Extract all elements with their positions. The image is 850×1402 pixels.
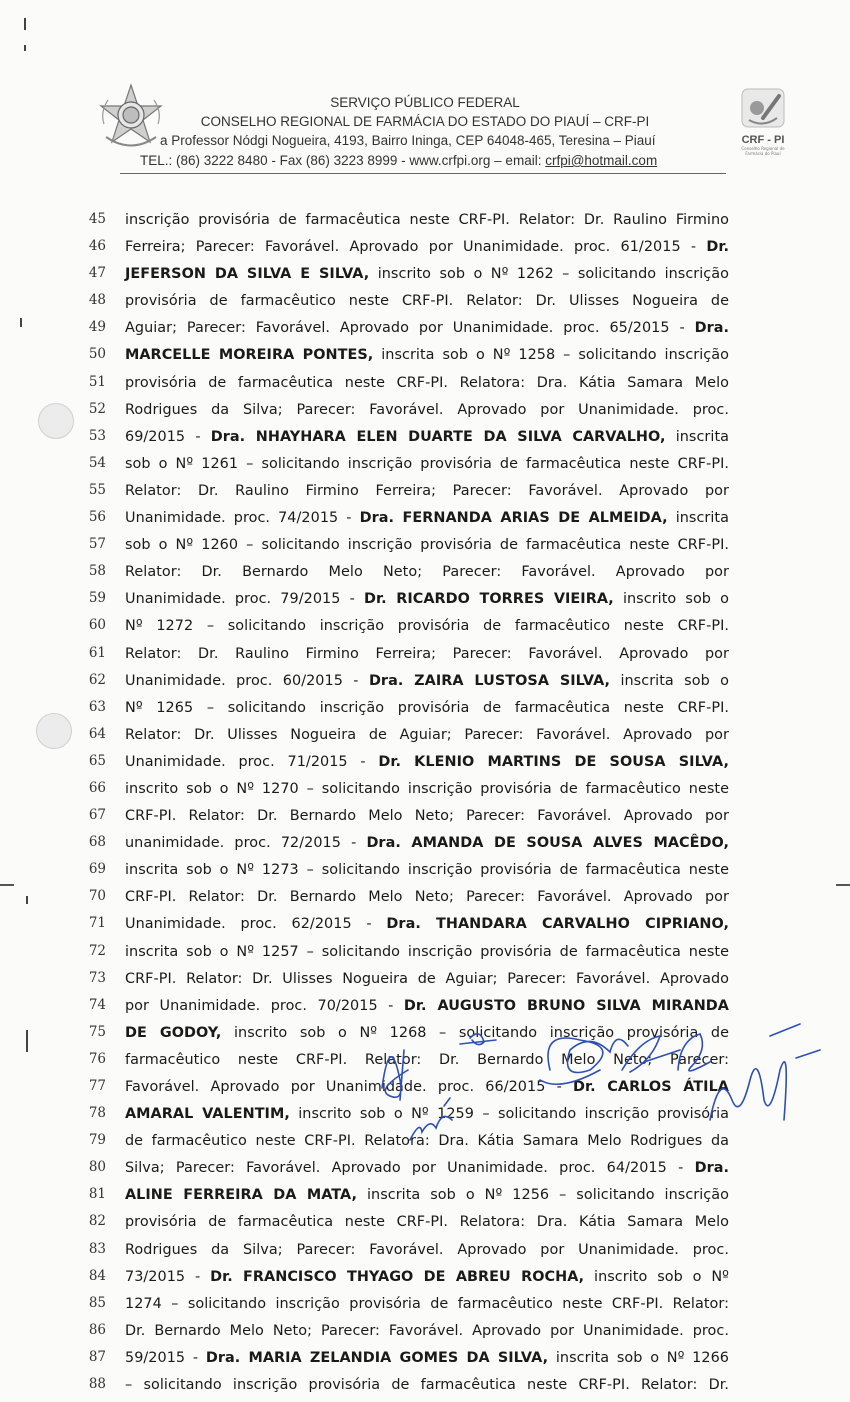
line-text [125,508,729,528]
text-segment: Rodrigues da Silva; Parecer: Favorável. Aprovado por Unanimidade. proc. [125,1241,729,1258]
minutes-body [0,210,850,1402]
minutes-line [0,210,850,237]
text-segment: inscrito sob o Nº [584,1268,730,1285]
text-segment: inscrito sob o Nº 1270 – solicitando inscrição provisória de farmacêutico neste [125,780,729,797]
name-highlight: Dra. ZAIRA LUSTOSA SILVA, [368,672,611,689]
line-number: 77 [88,1078,106,1094]
line-number: 62 [88,671,106,688]
text-segment: inscrita sob o Nº 1273 – solicitando inscrição provisória de farmacêutica neste [125,862,729,879]
line-text [125,1212,729,1232]
text-segment: Dr. Bernardo Melo Neto; Parecer: Favorável. Aprovado por Unanimidade. proc. [125,1322,729,1339]
line-text [125,1375,729,1395]
crf-pi-logo-icon [741,88,785,128]
minutes-line [0,1294,850,1321]
text-segment: Nº 1265 – solicitando inscrição provisória de farmacêutica neste CRF-PI. [125,699,729,716]
text-segment: por Unanimidade. proc. 70/2015 - [125,997,404,1014]
text-segment: de farmacêutico neste CRF-PI. Relatora: Dra. Kátia Samara Melo Rodrigues da [125,1133,729,1150]
minutes-line [0,589,850,616]
line-text [125,454,729,474]
name-highlight: Dra. [694,1160,729,1177]
signature-3 [460,1034,496,1045]
name-highlight: Dra. MARIA ZELANDIA GOMES DA SILVA, [205,1349,549,1366]
scan-mark [26,1030,28,1052]
line-text [125,1240,729,1260]
scan-mark [20,318,22,327]
line-number: 70 [88,888,106,905]
minutes-line [0,318,850,345]
line-number: 83 [88,1240,106,1257]
line-number: 67 [88,807,106,824]
line-text [125,1294,729,1314]
line-number: 65 [88,752,106,769]
line-number: 68 [88,834,106,851]
text-segment: Relator: Dr. Raulino Firmino Ferreira; Parecer: Favorável. Aprovado por [125,645,729,662]
minutes-line [0,616,850,643]
text-segment: 1274 – solicitando inscrição provisória de farmacêutico neste CRF-PI. Relator: [125,1295,729,1312]
text-segment: – solicitando inscrição provisória de farmacêutica neste CRF-PI. Relator: Dr. [125,1377,729,1394]
signature-5 [622,1036,680,1072]
line-number: 88 [88,1376,106,1393]
text-segment: inscrito sob o Nº 1262 – solicitando inscrição [369,266,729,283]
minutes-line [0,508,850,535]
minutes-line [0,914,850,941]
minutes-line [0,1375,850,1402]
line-text [125,698,729,718]
line-number: 51 [88,373,106,390]
text-segment: inscrita sob o Nº 1258 – solicitando inscrição [373,347,729,364]
line-number: 55 [88,481,106,498]
line-number: 66 [88,779,106,796]
signature-1 [382,1050,408,1100]
line-number: 85 [88,1294,106,1311]
text-segment: inscrita [665,428,730,445]
header-address: a Professor Nódgi Nogueira, 4193, Bairro Ininga, CEP 64048-465, Teresina – Piauí [160,133,656,148]
text-segment: farmacêutico neste CRF-PI. Relator: Dr. Bernardo Melo Neto; Parecer: [125,1051,729,1068]
name-highlight: Dr. AUGUSTO BRUNO SILVA MIRANDA [403,997,729,1014]
line-text [125,1185,729,1205]
line-number: 53 [88,427,106,444]
text-segment: inscrita sob o Nº 1266 [548,1349,730,1366]
line-number: 79 [88,1132,106,1149]
line-text [125,725,729,745]
minutes-line [0,1158,850,1185]
minutes-line [0,291,850,318]
line-text [125,264,729,284]
name-highlight: MARCELLE MOREIRA PONTES, [125,347,374,364]
line-text [125,671,729,691]
line-number: 46 [88,238,106,255]
line-number: 86 [88,1321,106,1338]
line-text [125,779,729,799]
text-segment: Favorável. Aprovado por Unanimidade. proc. 66/2015 - [125,1079,574,1095]
email-link[interactable]: crfpi@hotmail.com [545,153,658,168]
minutes-line [0,779,850,806]
text-segment: Silva; Parecer: Favorável. Aprovado por Unanimidade. proc. 64/2015 - [125,1160,695,1177]
punch-hole [36,713,72,749]
text-segment: provisória de farmacêutico neste CRF-PI. Relator: Dr. Ulisses Nogueira de [125,293,729,310]
line-number: 60 [88,617,106,634]
line-number: 69 [88,861,106,878]
line-number: 73 [88,969,106,986]
name-highlight: Dra. THANDARA CARVALHO CIPRIANO, [386,916,730,933]
line-number: 63 [88,698,106,715]
minutes-line [0,860,850,887]
line-text [125,400,729,420]
name-highlight: Dr. KLENIO MARTINS DE SOUSA SILVA, [378,753,729,770]
scan-mark [24,18,26,30]
text-segment: 69/2015 - [125,428,211,445]
line-number: 47 [88,265,106,282]
line-text [125,969,729,989]
minutes-line [0,969,850,996]
signature-4 [540,1038,628,1084]
minutes-line [0,1348,850,1375]
minutes-line [0,237,850,264]
punch-hole [38,403,74,439]
line-number: 45 [88,211,106,227]
line-text [125,644,729,664]
line-text [125,1267,729,1287]
text-segment: Unanimidade. proc. 62/2015 - [125,916,387,933]
text-segment: 59/2015 - [125,1349,206,1366]
text-segment: Unanimidade. proc. 74/2015 - [125,510,360,527]
line-text [125,562,729,582]
text-segment: Unanimidade. proc. 60/2015 - [125,672,369,689]
line-number: 84 [88,1267,106,1284]
line-number: 49 [88,319,106,336]
edge-mark [0,884,14,886]
text-segment: inscrito sob o [613,591,730,608]
crf-logo-label: CRF - PI [741,134,785,146]
line-number: 57 [88,536,106,553]
minutes-line [0,644,850,671]
name-highlight: Dra. AMANDA DE SOUSA ALVES MACÊDO, [366,835,729,852]
line-text [125,237,729,257]
minutes-line [0,752,850,779]
line-number: 72 [88,942,106,959]
line-text [125,345,729,365]
line-text [125,535,729,555]
name-highlight: Dra. NHAYHARA ELEN DUARTE DA SILVA CARVALHO, [210,428,666,445]
text-segment: inscrita [667,510,729,527]
letterhead [0,0,850,180]
line-number: 52 [88,400,106,417]
line-number: 64 [88,725,106,742]
text-segment: sob o Nº 1260 – solicitando inscrição provisória de farmacêutica neste CRF-PI. [125,537,729,554]
text-segment: provisória de farmacêutica neste CRF-PI. Relatora: Dra. Kátia Samara Melo [125,1214,729,1231]
text-segment: Rodrigues da Silva; Parecer: Favorável. Aprovado por Unanimidade. proc. [125,401,729,418]
minutes-line [0,1267,850,1294]
header-divider [120,173,726,174]
header-line-1: SERVIÇO PÚBLICO FEDERAL [330,95,520,110]
name-highlight: JEFERSON DA SILVA E SILVA, [125,266,370,283]
name-highlight: Dr. RICARDO TORRES VIEIRA, [364,591,614,608]
text-segment: inscrita sob o [610,672,729,689]
name-highlight: Dr. FRANCISCO THYAGO DE ABREU ROCHA, [210,1268,585,1285]
minutes-line [0,345,850,372]
minutes-line [0,373,850,400]
name-highlight: AMARAL VALENTIM, [125,1106,290,1123]
minutes-line [0,887,850,914]
minutes-line [0,1240,850,1267]
header-line-2: CONSELHO REGIONAL DE FARMÁCIA DO ESTADO DO PIAUÍ – CRF-PI [200,114,650,129]
line-number: 54 [88,454,106,471]
signatures [360,1010,830,1160]
line-number: 74 [88,996,106,1013]
minutes-line [0,806,850,833]
minutes-line [0,481,850,508]
line-number: 80 [88,1159,106,1176]
text-segment: Relator: Dr. Ulisses Nogueira de Aguiar; Parecer: Favorável. Aprovado por [125,726,729,743]
minutes-line [0,942,850,969]
minutes-line [0,671,850,698]
edge-mark [836,884,850,886]
line-text [125,1348,729,1368]
minutes-line [0,454,850,481]
crf-logo-subtitle: Conselho Regional de Farmácia do Piauí [741,146,785,156]
line-number: 81 [88,1186,106,1203]
text-segment: Ferreira; Parecer: Favorável. Aprovado por Unanimidade. proc. 61/2015 - [125,239,707,256]
line-number: 71 [88,915,106,932]
name-highlight: Dr. [706,239,729,256]
line-number: 59 [88,590,106,607]
minutes-line [0,1321,850,1348]
line-number: 61 [88,644,106,661]
signature-2 [410,1098,452,1140]
minutes-line [0,427,850,454]
text-segment: inscrição provisória de farmacêutica neste CRF-PI. Relator: Dr. Raulino Firmino [125,212,729,228]
minutes-line [0,725,850,752]
minutes-line [0,1212,850,1239]
text-segment: Nº 1272 – solicitando inscrição provisória de farmacêutico neste CRF-PI. [125,618,729,635]
minutes-line [0,1185,850,1212]
line-number: 78 [88,1105,106,1122]
line-text [125,806,729,826]
text-segment: inscrito sob o Nº 1268 – solicitando inscrição provisória de [221,1024,729,1041]
text-segment: provisória de farmacêutica neste CRF-PI. Relatora: Dra. Kátia Samara Melo [125,374,729,391]
text-segment: Aguiar; Parecer: Favorável. Aprovado por Unanimidade. proc. 65/2015 - [125,320,695,337]
line-text [125,833,729,853]
line-text [125,318,729,338]
line-text [125,1321,729,1341]
minutes-line [0,400,850,427]
signature-6 [678,1034,710,1071]
text-segment: sob o Nº 1261 – solicitando inscrição provisória de farmacêutica neste CRF-PI. [125,455,729,472]
crf-pi-logo [733,88,793,156]
line-number: 82 [88,1213,106,1230]
text-segment: inscrita sob o Nº 1257 – solicitando inscrição provisória de farmacêutica neste [125,943,729,960]
line-text [125,860,729,880]
name-highlight: Dr. CARLOS ÁTILA [573,1079,729,1095]
name-highlight: ALINE FERREIRA DA MATA, [125,1187,357,1204]
line-text [125,887,729,907]
line-number: 50 [88,346,106,363]
line-number: 75 [88,1023,106,1040]
text-segment: unanimidade. proc. 72/2015 - [125,835,367,852]
line-text [125,914,729,934]
line-text [125,291,729,311]
line-number: 56 [88,509,106,526]
line-text [125,210,729,230]
line-text [125,616,729,636]
line-text [125,427,729,447]
text-segment: CRF-PI. Relator: Dr. Bernardo Melo Neto; Parecer: Favorável. Aprovado por [125,808,729,825]
text-segment: Relator: Dr. Bernardo Melo Neto; Parecer: Favorável. Aprovado por [125,564,729,581]
text-segment: CRF-PI. Relator: Dr. Bernardo Melo Neto; Parecer: Favorável. Aprovado por [125,889,729,906]
line-number: 58 [88,563,106,580]
line-text [125,752,729,772]
minutes-line [0,833,850,860]
text-segment: CRF-PI. Relator: Dr. Ulisses Nogueira de Aguiar; Parecer: Favorável. Aprovado [125,970,729,987]
name-highlight: Dra. [694,320,729,337]
text-segment: inscrito sob o Nº 1259 – solicitando inscrição provisória [289,1106,730,1123]
text-segment: inscrita sob o Nº 1256 – solicitando inscrição [357,1187,729,1204]
minutes-line [0,264,850,291]
line-text [125,942,729,962]
scan-mark [26,896,28,904]
signature-7 [710,1024,820,1120]
name-highlight: DE GODOY, [125,1024,222,1041]
line-text [125,481,729,501]
text-segment: Unanimidade. proc. 79/2015 - [125,591,364,608]
minutes-line [0,562,850,589]
minutes-line [0,698,850,725]
text-segment: 73/2015 - [125,1268,211,1285]
minutes-line [0,535,850,562]
text-segment: Unanimidade. proc. 71/2015 - [125,753,379,770]
line-text [125,589,729,609]
line-number: 87 [88,1348,106,1365]
line-number: 76 [88,1050,106,1067]
text-segment: Relator: Dr. Raulino Firmino Ferreira; Parecer: Favorável. Aprovado por [125,482,729,499]
name-highlight: Dra. FERNANDA ARIAS DE ALMEIDA, [359,510,668,527]
header-contact [140,153,657,168]
scan-mark [24,45,26,51]
header-contact-text: TEL.: (86) 3222 8480 - Fax (86) 3223 8999 - www.crfpi.org – email: [140,153,546,168]
line-text [125,373,729,393]
line-number: 48 [88,292,106,309]
line-text [125,1158,729,1178]
